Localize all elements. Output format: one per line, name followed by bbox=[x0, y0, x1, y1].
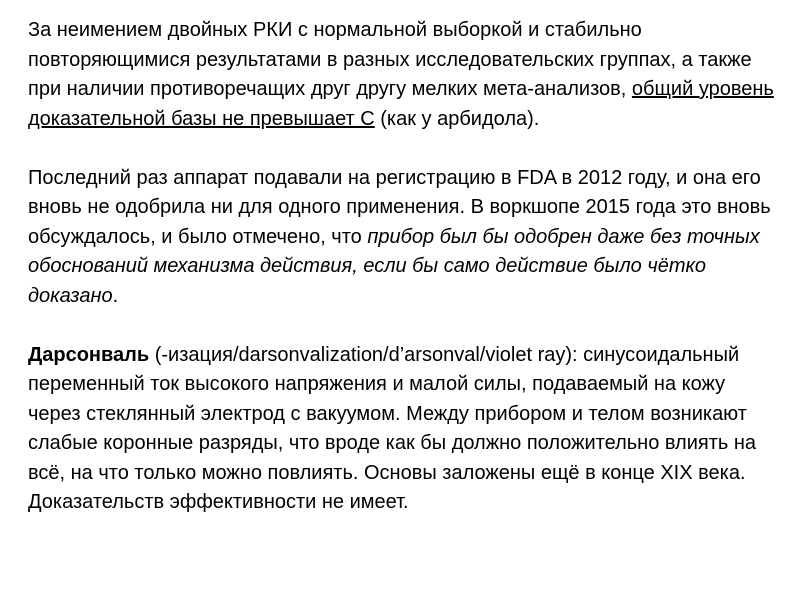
paragraph-darsonval-definition bbox=[28, 341, 776, 518]
evidence-level-underlined: общий уровень доказательной базы не превышает С bbox=[28, 78, 774, 130]
paragraph-2-tail: . bbox=[112, 284, 119, 307]
slide-body bbox=[28, 16, 776, 547]
paragraph-2-text: Последний раз аппарат подавали на регистрацию в FDA в 2012 году, и она его вновь не одобрила ни для одного применения. В воркшопе 2015 года это вновь обсуждалось, и было отмечено, что bbox=[28, 166, 771, 248]
paragraph-1-text: За неимением двойных РКИ с нормальной выборкой и стабильно повторяющимися результатами в разных исследовательских группах, а также при наличии противоречащих друг другу мелких мета-анализов, bbox=[28, 19, 752, 100]
paragraph-evidence-level bbox=[28, 16, 776, 134]
paragraph-3-text: (-изация/darsonvalization/d’arsonval/violet ray): синусоидальный переменный ток высокого напряжения и малой силы, подаваемый на кожу через стеклянный электрод с вакуумом. Между прибором и телом возникают слабые коронные разряды, что вроде как бы должно положительно влиять на всё, на что только можно повлиять. Основы заложены ещё в конце XIX века. Доказательств эффективности не имеет. bbox=[28, 343, 757, 513]
darsonval-term: Дарсонваль bbox=[28, 343, 150, 366]
fda-italic-quote: прибор был бы одобрен даже без точных обоснований механизма действия, если бы само действие было чётко доказано bbox=[28, 225, 760, 307]
paragraph-1-tail: (как у арбидола). bbox=[374, 107, 540, 130]
paragraph-fda-registration bbox=[28, 164, 776, 312]
